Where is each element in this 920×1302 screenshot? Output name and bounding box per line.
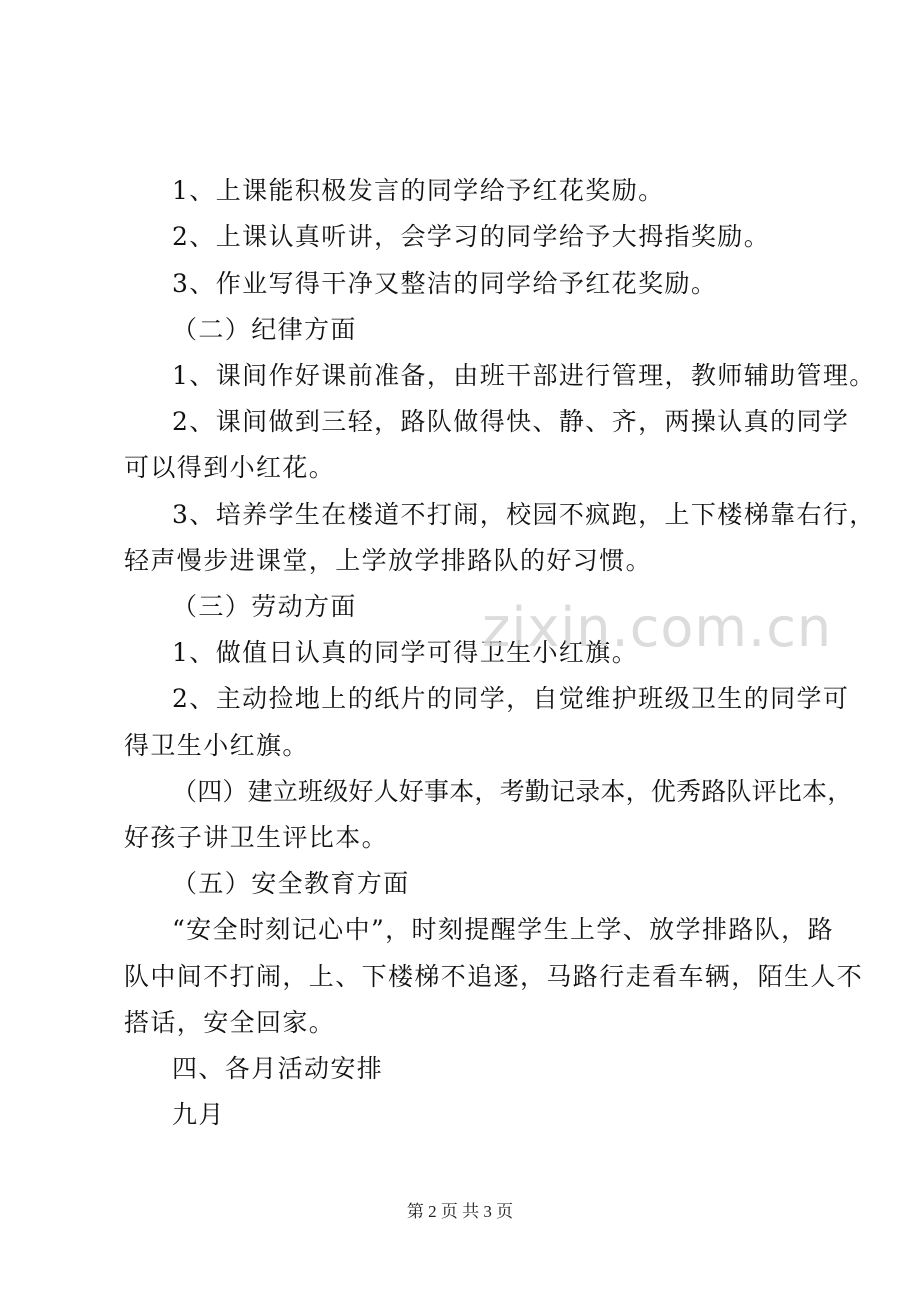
section-heading: （三）劳动方面 [172,592,357,621]
paragraph-line: （四）建立班级好人好事本，考勤记录本，优秀路队评比本， [172,777,853,806]
paragraph-line: 2、上课认真听讲，会学习的同学给予大拇指奖励。 [172,222,771,251]
paragraph-line: 搭话，安全回家。 [124,1008,336,1037]
paragraph-line: 好孩子讲卫生评比本。 [124,823,389,852]
paragraph-line: 3、作业写得干净又整洁的同学给予红花奖励。 [172,269,718,298]
paragraph-line: “安全时刻记心中”，时刻提醒学生上学、放学排路队，路 [172,915,834,944]
watermark: zixin.com.cn [482,596,833,659]
paragraph-line: 可以得到小红花。 [124,453,336,482]
paragraph-line: 九月 [172,1100,225,1129]
paragraph-line: 得卫生小红旗。 [124,731,309,760]
page-footer: 第 2 页 共 3 页 [406,1202,514,1221]
paragraph-line: 2、主动捡地上的纸片的同学，自觉维护班级卫生的同学可 [172,684,850,713]
paragraph-line: 1、做值日认真的同学可得卫生小红旗。 [172,638,639,667]
section-heading: （二）纪律方面 [172,315,357,344]
paragraph-line: 轻声慢步进课堂，上学放学排路队的好习惯。 [124,546,653,575]
section-heading: 四、各月活动安排 [172,1054,384,1083]
section-heading: （五）安全教育方面 [172,869,410,898]
paragraph-line: 1、上课能积极发言的同学给予红花奖励。 [172,176,665,205]
paragraph-line: 3、培养学生在楼道不打闹，校园不疯跑，上下楼梯靠右行， [172,500,876,529]
paragraph-line: 2、课间做到三轻，路队做得快、静、齐，两操认真的同学 [172,407,850,436]
paragraph-line: 队中间不打闹，上、下楼梯不追逐，马路行走看车辆，陌生人不 [124,962,864,991]
paragraph-line: 1、课间作好课前准备，由班干部进行管理，教师辅助管理。 [172,361,876,390]
